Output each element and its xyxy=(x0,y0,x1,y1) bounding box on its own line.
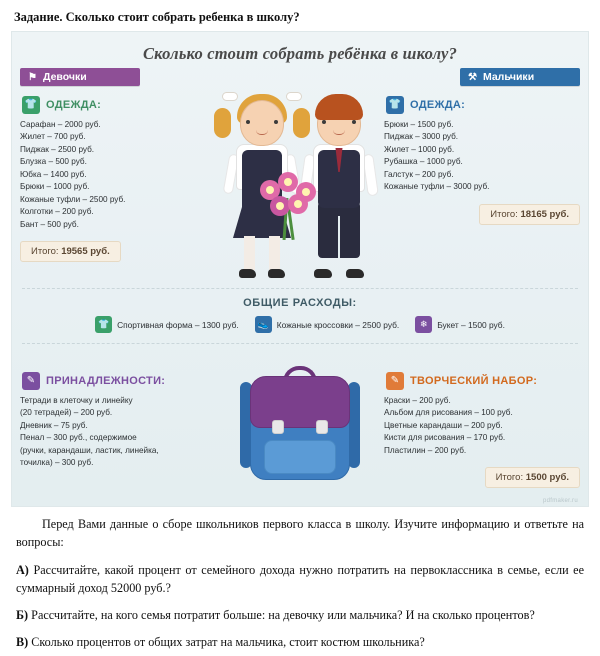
kids-scene xyxy=(216,68,384,278)
creative-title: ТВОРЧЕСКИЙ НАБОР: xyxy=(410,375,538,387)
boys-total-label: Итого: xyxy=(490,208,518,220)
bouquet-illustration xyxy=(256,172,320,242)
boys-clothes-header xyxy=(386,96,580,114)
question-v-text: Сколько процентов от общих затрат на мальчика, стоит костюм школьника? xyxy=(31,635,425,650)
backpack-buckle-left xyxy=(272,420,284,434)
list-item: Сарафан – 2000 руб. xyxy=(20,120,101,129)
common-item xyxy=(415,316,505,333)
girls-clothes-title: ОДЕЖДА: xyxy=(46,99,102,111)
creative-header xyxy=(386,372,580,390)
question-b xyxy=(16,606,584,624)
question-b-marker: Б) xyxy=(16,608,29,623)
list-item: Пиджак – 2500 руб. xyxy=(20,144,95,154)
common-item-label: Спортивная форма – 1300 руб. xyxy=(117,319,239,330)
boy-hair xyxy=(315,94,363,120)
supplies-list xyxy=(20,395,216,470)
boys-clothes-title: ОДЕЖДА: xyxy=(410,99,466,111)
list-item: (20 тетрадей) – 200 руб. xyxy=(20,408,113,418)
intro-paragraph: Перед Вами данные о сборе школьников первого класса в школу. Изучите информацию и ответьте на вопросы: xyxy=(16,517,584,550)
supplies-title: ПРИНАДЛЕЖНОСТИ: xyxy=(46,375,166,387)
watermark: pdfmaker.ru xyxy=(543,498,578,504)
list-item: Блузка – 500 руб. xyxy=(20,157,87,167)
tshirt-icon: 👕 xyxy=(22,96,40,114)
boy-shoe-right xyxy=(346,269,364,278)
flower-icon xyxy=(288,194,308,214)
bow-left-icon xyxy=(222,92,238,101)
boy-pants xyxy=(318,202,360,258)
list-item: Тетради в клеточку и линейку xyxy=(20,396,133,405)
infographic-top-row xyxy=(12,68,588,278)
backpack-illustration xyxy=(216,362,384,492)
boy-eye-right xyxy=(352,120,356,124)
list-item: Пенал – 300 руб., содержимое xyxy=(20,433,137,443)
section-divider xyxy=(22,343,578,344)
girl-eye-right xyxy=(274,120,278,124)
illustration-children xyxy=(216,68,384,278)
creative-total-label: Итого: xyxy=(495,472,524,484)
boy-shoe-left xyxy=(314,269,332,278)
boys-clothes-list xyxy=(384,119,580,194)
list-item: Юбка – 1400 руб. xyxy=(20,169,87,179)
girls-column xyxy=(20,68,216,262)
list-item: Краски – 200 руб. xyxy=(384,396,451,405)
list-item: Галстук – 200 руб. xyxy=(384,169,454,179)
list-item: Пиджак – 3000 руб. xyxy=(384,132,459,142)
flower-icon xyxy=(278,172,298,192)
list-item: (ручки, карандаши, ластик, линейка, xyxy=(20,445,159,455)
girls-total xyxy=(20,241,121,262)
list-item: Кисти для рисования – 170 руб. xyxy=(384,433,506,443)
girls-clothes-list xyxy=(20,119,216,231)
page-title: Задание. Сколько стоит собрать ребенка в школу? xyxy=(14,10,300,24)
infographic-bottom-row xyxy=(12,352,588,492)
common-item-label: Букет – 1500 руб. xyxy=(437,319,505,330)
common-item xyxy=(255,316,399,333)
girls-clothes-header xyxy=(22,96,216,114)
boys-ribbon xyxy=(460,68,580,86)
backpack-buckle-right xyxy=(316,420,328,434)
girl-leg-left xyxy=(244,236,255,270)
list-item: Жилет – 700 руб. xyxy=(20,132,86,142)
girls-ribbon-label: Девочки xyxy=(42,71,87,83)
list-item: Кожаные туфли – 3000 руб. xyxy=(384,182,490,192)
boys-total xyxy=(479,204,580,225)
backpack-flap xyxy=(250,376,350,428)
question-v-marker: В) xyxy=(16,635,29,650)
pigtail-left xyxy=(214,108,231,138)
supplies-header xyxy=(22,372,216,390)
list-item: Дневник – 75 руб. xyxy=(20,420,88,430)
section-divider xyxy=(22,288,578,289)
question-a-text: Рассчитайте, какой процент от семейного дохода нужно потратить на первоклассника в семье, если ее суммарный доход 52000 руб.? xyxy=(16,562,584,595)
girl-shoe-left xyxy=(239,269,256,278)
infographic xyxy=(11,31,589,507)
list-item: Брюки – 1500 руб. xyxy=(384,120,454,129)
girls-total-value: 19565 руб. xyxy=(61,246,110,258)
list-item: точилка) – 300 руб. xyxy=(20,458,94,468)
list-item: Рубашка – 1000 руб. xyxy=(384,157,463,167)
palette-icon: ✎ xyxy=(386,372,404,390)
creative-total xyxy=(485,467,580,488)
girls-total-label: Итого: xyxy=(31,246,59,258)
backpack-pocket xyxy=(264,440,336,474)
shirt-icon: 👕 xyxy=(386,96,404,114)
girls-ribbon xyxy=(20,68,140,86)
sneaker-icon: 👟 xyxy=(255,316,272,333)
infographic-title: Сколько стоит собрать ребёнка в школу? xyxy=(142,44,458,63)
question-v xyxy=(16,633,584,651)
boys-ribbon-label: Мальчики xyxy=(482,71,535,83)
common-item xyxy=(95,316,239,333)
boys-column xyxy=(384,68,580,225)
dress-icon: ⚑ xyxy=(28,71,37,83)
supplies-column xyxy=(20,362,216,470)
flower-icon xyxy=(270,196,290,216)
pigtail-right xyxy=(293,108,310,138)
bouquet-icon: ❄ xyxy=(415,316,432,333)
tshirt-icon: 👕 xyxy=(95,316,112,333)
question-a xyxy=(16,561,584,598)
notebook-icon: ✎ xyxy=(22,372,40,390)
creative-list xyxy=(384,395,580,457)
list-item: Пластилин – 200 руб. xyxy=(384,445,467,455)
list-item: Кожаные туфли – 2500 руб. xyxy=(20,194,126,204)
common-expenses-heading: ОБЩИЕ РАСХОДЫ: xyxy=(243,297,357,309)
backpack xyxy=(234,362,366,492)
question-a-marker: А) xyxy=(16,562,29,577)
common-item-label: Кожаные кроссовки – 2500 руб. xyxy=(276,319,400,330)
list-item: Брюки – 1000 руб. xyxy=(20,182,90,192)
list-item: Бант – 500 руб. xyxy=(20,219,79,229)
boy-eye-left xyxy=(322,120,326,124)
creative-total-value: 1500 руб. xyxy=(525,472,569,484)
list-item: Альбом для рисования – 100 руб. xyxy=(384,408,513,418)
question-b-text: Рассчитайте, на кого семья потратит больше: на девочку или мальчика? И на сколько процентов? xyxy=(31,608,535,623)
girl-eye-left xyxy=(246,120,250,124)
list-item: Цветные карандаши – 200 руб. xyxy=(384,420,503,430)
list-item: Жилет – 1000 руб. xyxy=(384,144,455,154)
common-expenses-row xyxy=(12,316,588,333)
bow-right-icon xyxy=(286,92,302,101)
boys-total-value: 18165 руб. xyxy=(520,208,569,220)
girl-shoe-right xyxy=(268,269,285,278)
suit-icon: ⚒ xyxy=(468,71,477,83)
list-item: Колготки – 200 руб. xyxy=(20,207,94,217)
creative-column xyxy=(384,362,580,488)
